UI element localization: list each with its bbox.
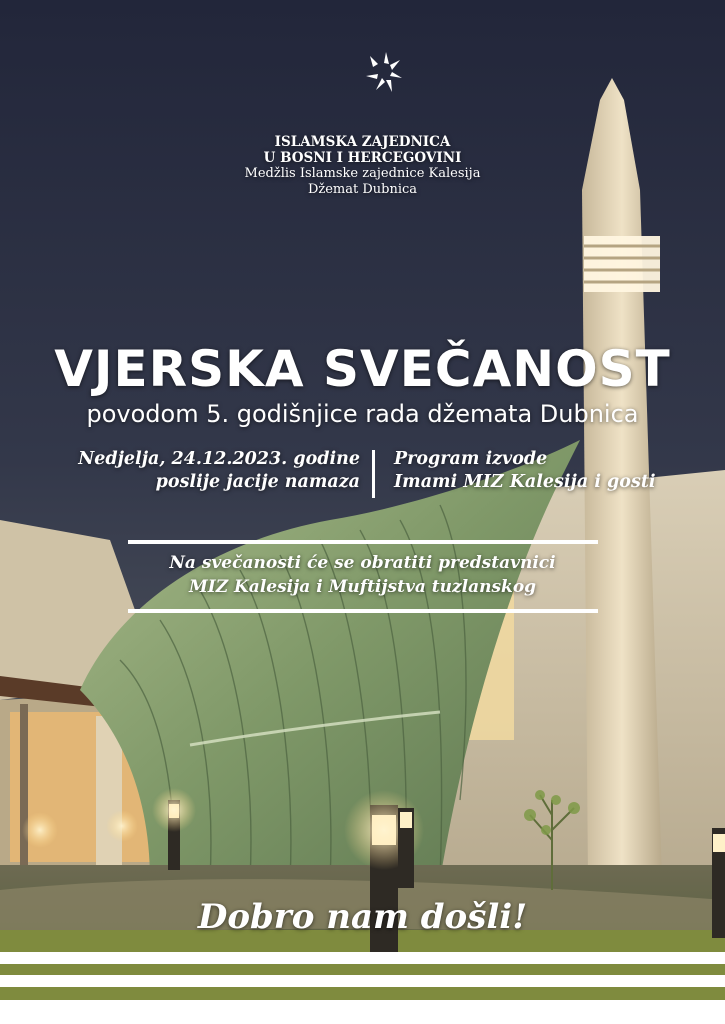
details-divider — [372, 450, 375, 498]
event-date: Nedjelja, 24.12.2023. godine — [78, 449, 360, 469]
speakers-block — [0, 551, 725, 599]
speakers-bottom-rule — [128, 609, 598, 613]
org-dzemat: Džemat Dubnica — [307, 182, 418, 197]
footer-stripe-1 — [0, 952, 725, 964]
crescent-star-icon — [316, 34, 412, 120]
org-name-line-2: U BOSNI I HERCEGOVINI — [263, 150, 462, 166]
org-medzlis: Medžlis Islamske zajednice Kalesija — [244, 166, 481, 181]
org-name-line-1: ISLAMSKA ZAJEDNICA — [274, 134, 451, 150]
speakers-top-rule — [128, 540, 598, 544]
footer-stripe-3 — [0, 1000, 725, 1024]
event-date-block — [40, 448, 360, 494]
program-block — [394, 448, 714, 494]
program-performers: Imami MIZ Kalesija i gosti — [394, 472, 656, 492]
event-subtitle: povodom 5. godišnjice rada džemata Dubnica — [86, 400, 639, 428]
event-title: VJERSKA SVEČANOST — [54, 340, 671, 398]
footer-stripe-2 — [0, 975, 725, 987]
speakers-line-1: Na svečanosti će se obratiti predstavnici — [169, 553, 556, 573]
program-label: Program izvode — [394, 449, 548, 469]
welcome-message: Dobro nam došli! — [197, 897, 528, 937]
speakers-line-2: MIZ Kalesija i Muftijstva tuzlanskog — [188, 577, 537, 597]
event-time: poslije jacije namaza — [155, 472, 360, 492]
